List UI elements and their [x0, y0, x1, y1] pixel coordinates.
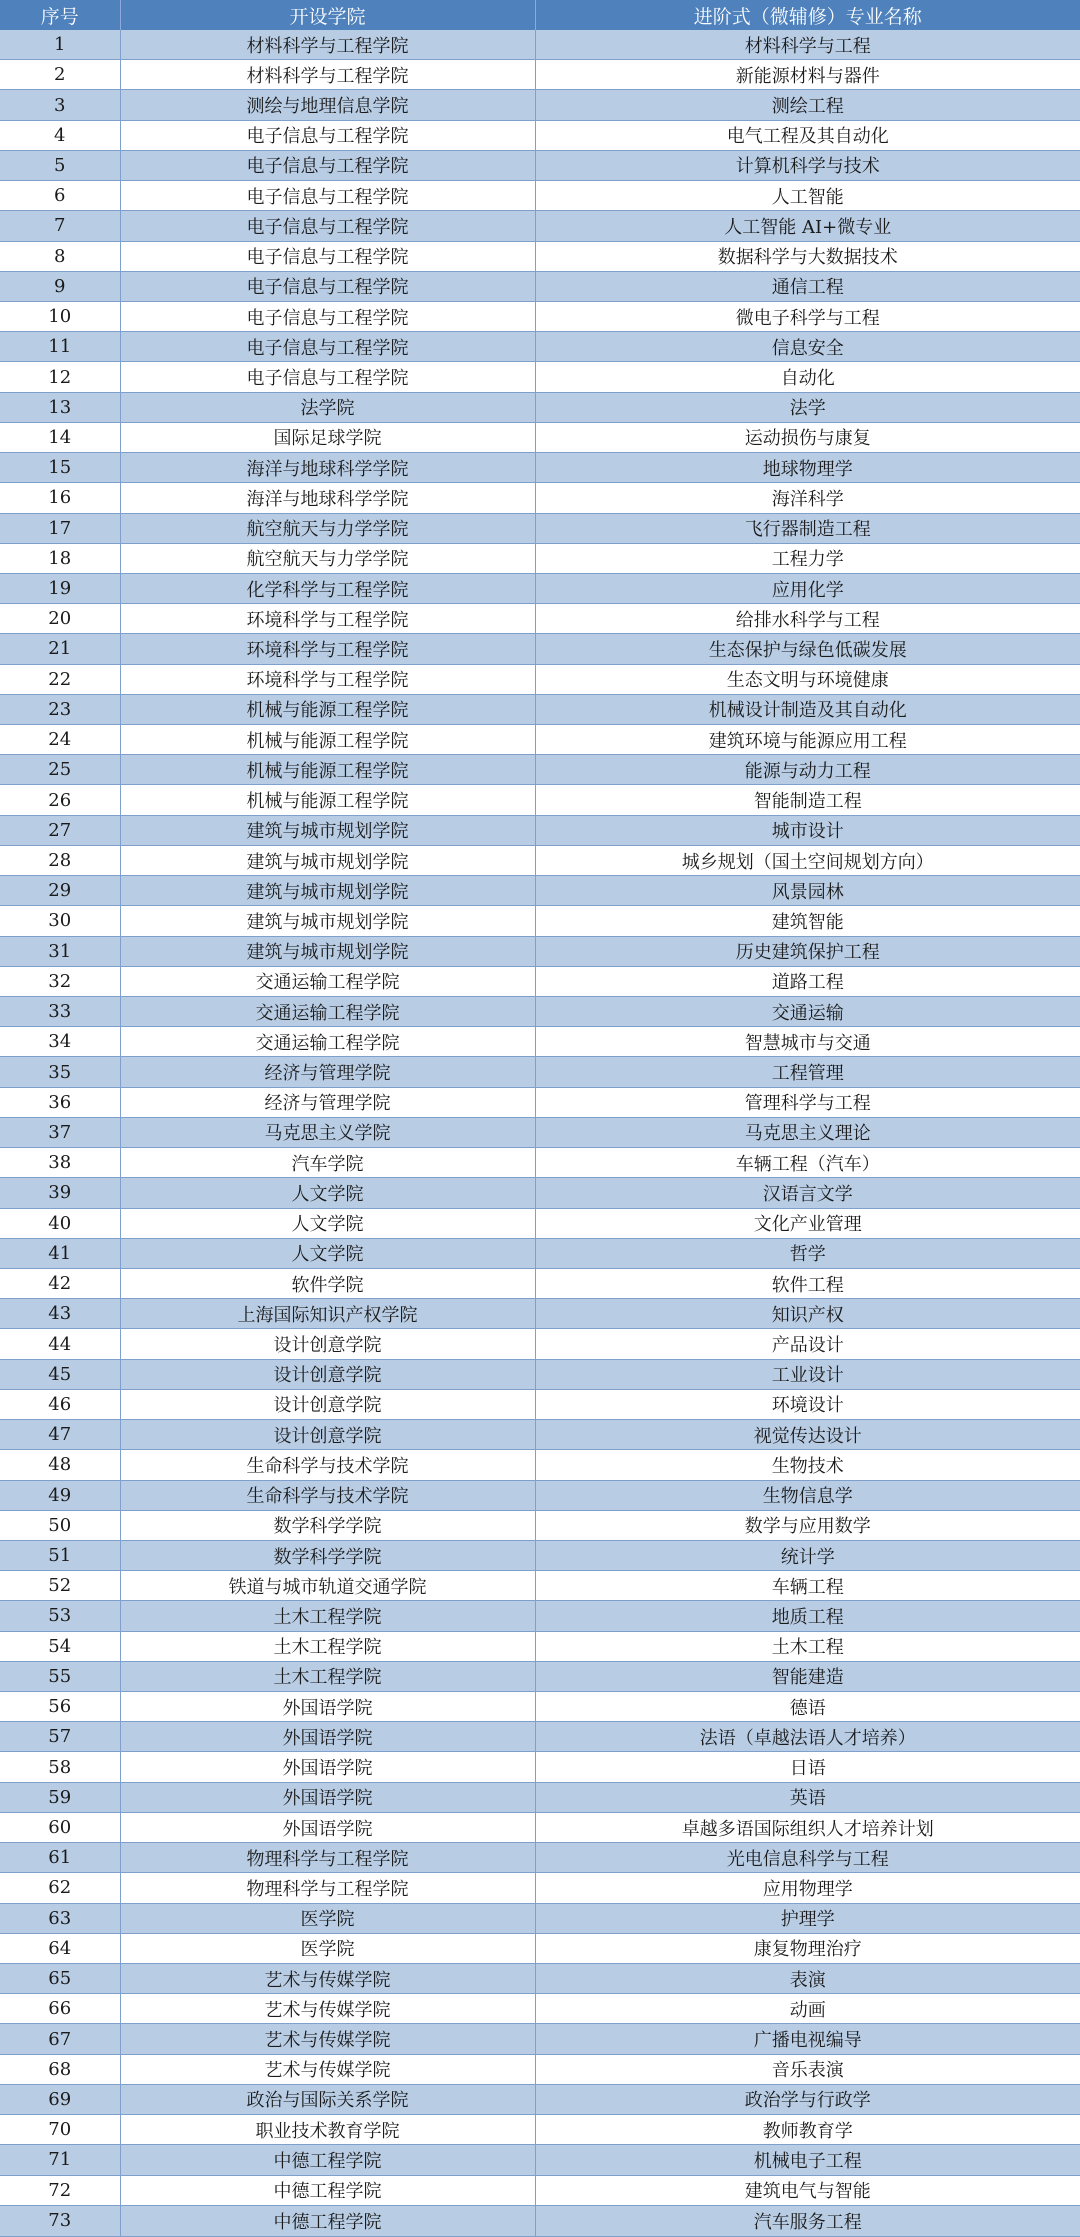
table-row: [0, 1571, 1080, 1601]
row-index-cell: 26: [0, 785, 120, 815]
row-index-cell: 46: [0, 1389, 120, 1419]
table-row: [0, 362, 1080, 392]
table-row: [0, 966, 1080, 996]
table-row: [0, 1812, 1080, 1842]
row-major-cell: 法语（卓越法语人才培养）: [535, 1722, 1080, 1752]
row-college-cell: 建筑与城市规划学院: [120, 815, 535, 845]
row-college-cell: 马克思主义学院: [120, 1117, 535, 1147]
row-index-cell: 20: [0, 604, 120, 634]
row-major-cell: 环境设计: [535, 1389, 1080, 1419]
table-row: [0, 694, 1080, 724]
row-major-cell: 信息安全: [535, 332, 1080, 362]
row-college-cell: 电子信息与工程学院: [120, 271, 535, 301]
row-college-cell: 设计创意学院: [120, 1420, 535, 1450]
row-major-cell: 生态文明与环境健康: [535, 664, 1080, 694]
row-college-cell: 人文学院: [120, 1178, 535, 1208]
row-index-cell: 17: [0, 513, 120, 543]
table-row: [0, 1420, 1080, 1450]
row-college-cell: 医学院: [120, 1903, 535, 1933]
row-index-cell: 16: [0, 483, 120, 513]
row-index-cell: 5: [0, 150, 120, 180]
row-index-cell: 59: [0, 1782, 120, 1812]
row-index-cell: 48: [0, 1450, 120, 1480]
table-row: [0, 1450, 1080, 1480]
row-index-cell: 49: [0, 1480, 120, 1510]
row-index-cell: 56: [0, 1692, 120, 1722]
row-index-cell: 3: [0, 90, 120, 120]
row-college-cell: 电子信息与工程学院: [120, 332, 535, 362]
table-body: [0, 30, 1080, 2237]
row-college-cell: 材料科学与工程学院: [120, 30, 535, 60]
row-index-cell: 28: [0, 845, 120, 875]
row-index-cell: 44: [0, 1329, 120, 1359]
row-index-cell: 51: [0, 1540, 120, 1570]
row-index-cell: 52: [0, 1571, 120, 1601]
row-major-cell: 英语: [535, 1782, 1080, 1812]
row-college-cell: 人文学院: [120, 1238, 535, 1268]
table-row: [0, 1057, 1080, 1087]
row-index-cell: 21: [0, 634, 120, 664]
row-index-cell: 33: [0, 997, 120, 1027]
row-college-cell: 外国语学院: [120, 1812, 535, 1842]
row-college-cell: 交通运输工程学院: [120, 1027, 535, 1057]
row-major-cell: 地质工程: [535, 1601, 1080, 1631]
row-college-cell: 电子信息与工程学院: [120, 120, 535, 150]
table-row: [0, 573, 1080, 603]
row-major-cell: 运动损伤与康复: [535, 422, 1080, 452]
table-row: [0, 2205, 1080, 2236]
row-index-cell: 25: [0, 755, 120, 785]
header-college: 开设学院: [120, 0, 535, 30]
row-major-cell: 微电子科学与工程: [535, 301, 1080, 331]
table-row: [0, 422, 1080, 452]
table-row: [0, 906, 1080, 936]
row-major-cell: 卓越多语国际组织人才培养计划: [535, 1812, 1080, 1842]
row-major-cell: 表演: [535, 1964, 1080, 1994]
row-index-cell: 8: [0, 241, 120, 271]
row-college-cell: 数学科学学院: [120, 1510, 535, 1540]
row-college-cell: 中德工程学院: [120, 2175, 535, 2205]
row-college-cell: 艺术与传媒学院: [120, 1964, 535, 1994]
row-index-cell: 12: [0, 362, 120, 392]
table-row: [0, 1178, 1080, 1208]
row-college-cell: 机械与能源工程学院: [120, 785, 535, 815]
row-index-cell: 9: [0, 271, 120, 301]
row-index-cell: 41: [0, 1238, 120, 1268]
table-row: [0, 1359, 1080, 1389]
row-college-cell: 土木工程学院: [120, 1601, 535, 1631]
table-row: [0, 755, 1080, 785]
table-header: [0, 0, 1080, 30]
row-index-cell: 42: [0, 1268, 120, 1298]
row-index-cell: 68: [0, 2054, 120, 2084]
row-index-cell: 62: [0, 1873, 120, 1903]
table-row: [0, 1299, 1080, 1329]
row-college-cell: 电子信息与工程学院: [120, 362, 535, 392]
row-college-cell: 物理科学与工程学院: [120, 1873, 535, 1903]
row-college-cell: 中德工程学院: [120, 2205, 535, 2236]
row-college-cell: 人文学院: [120, 1208, 535, 1238]
row-index-cell: 70: [0, 2115, 120, 2145]
row-major-cell: 知识产权: [535, 1299, 1080, 1329]
row-index-cell: 71: [0, 2145, 120, 2175]
row-college-cell: 电子信息与工程学院: [120, 301, 535, 331]
row-index-cell: 67: [0, 2024, 120, 2054]
row-major-cell: 地球物理学: [535, 453, 1080, 483]
row-index-cell: 1: [0, 30, 120, 60]
row-college-cell: 职业技术教育学院: [120, 2115, 535, 2145]
row-college-cell: 艺术与传媒学院: [120, 2024, 535, 2054]
row-major-cell: 教师教育学: [535, 2115, 1080, 2145]
row-major-cell: 人工智能 AI+微专业: [535, 211, 1080, 241]
row-college-cell: 航空航天与力学学院: [120, 543, 535, 573]
row-major-cell: 康复物理治疗: [535, 1933, 1080, 1963]
row-index-cell: 27: [0, 815, 120, 845]
row-index-cell: 34: [0, 1027, 120, 1057]
row-index-cell: 23: [0, 694, 120, 724]
row-major-cell: 智能制造工程: [535, 785, 1080, 815]
table-row: [0, 1661, 1080, 1691]
row-index-cell: 61: [0, 1843, 120, 1873]
row-college-cell: 法学院: [120, 392, 535, 422]
table-row: [0, 1027, 1080, 1057]
row-index-cell: 35: [0, 1057, 120, 1087]
row-major-cell: 道路工程: [535, 966, 1080, 996]
table-row: [0, 241, 1080, 271]
row-college-cell: 软件学院: [120, 1268, 535, 1298]
table-row: [0, 785, 1080, 815]
row-index-cell: 65: [0, 1964, 120, 1994]
table-row: [0, 2024, 1080, 2054]
row-major-cell: 数学与应用数学: [535, 1510, 1080, 1540]
table-row: [0, 513, 1080, 543]
row-major-cell: 统计学: [535, 1540, 1080, 1570]
row-college-cell: 艺术与传媒学院: [120, 1994, 535, 2024]
row-major-cell: 生物技术: [535, 1450, 1080, 1480]
row-index-cell: 11: [0, 332, 120, 362]
row-major-cell: 计算机科学与技术: [535, 150, 1080, 180]
row-index-cell: 43: [0, 1299, 120, 1329]
table-row: [0, 1329, 1080, 1359]
row-college-cell: 铁道与城市轨道交通学院: [120, 1571, 535, 1601]
table-row: [0, 453, 1080, 483]
row-college-cell: 电子信息与工程学院: [120, 241, 535, 271]
header-index: 序号: [0, 0, 120, 30]
table-row: [0, 90, 1080, 120]
row-index-cell: 66: [0, 1994, 120, 2024]
row-major-cell: 应用物理学: [535, 1873, 1080, 1903]
row-major-cell: 土木工程: [535, 1631, 1080, 1661]
row-college-cell: 机械与能源工程学院: [120, 694, 535, 724]
row-index-cell: 30: [0, 906, 120, 936]
row-index-cell: 40: [0, 1208, 120, 1238]
row-major-cell: 产品设计: [535, 1329, 1080, 1359]
row-index-cell: 10: [0, 301, 120, 331]
table-row: [0, 1933, 1080, 1963]
row-index-cell: 54: [0, 1631, 120, 1661]
row-major-cell: 历史建筑保护工程: [535, 936, 1080, 966]
row-college-cell: 国际足球学院: [120, 422, 535, 452]
row-college-cell: 建筑与城市规划学院: [120, 936, 535, 966]
row-college-cell: 海洋与地球科学学院: [120, 483, 535, 513]
table-row: [0, 1268, 1080, 1298]
row-index-cell: 37: [0, 1117, 120, 1147]
row-index-cell: 72: [0, 2175, 120, 2205]
table-row: [0, 1843, 1080, 1873]
row-major-cell: 视觉传达设计: [535, 1420, 1080, 1450]
table-row: [0, 120, 1080, 150]
table-row: [0, 1540, 1080, 1570]
row-major-cell: 车辆工程（汽车）: [535, 1148, 1080, 1178]
row-major-cell: 管理科学与工程: [535, 1087, 1080, 1117]
table-row: [0, 150, 1080, 180]
table-row: [0, 664, 1080, 694]
row-index-cell: 32: [0, 966, 120, 996]
row-major-cell: 智慧城市与交通: [535, 1027, 1080, 1057]
row-college-cell: 环境科学与工程学院: [120, 664, 535, 694]
row-index-cell: 22: [0, 664, 120, 694]
table-row: [0, 1601, 1080, 1631]
header-row: [0, 0, 1080, 30]
table-row: [0, 2054, 1080, 2084]
row-major-cell: 生物信息学: [535, 1480, 1080, 1510]
row-college-cell: 经济与管理学院: [120, 1057, 535, 1087]
table-row: [0, 60, 1080, 90]
table-row: [0, 634, 1080, 664]
row-college-cell: 交通运输工程学院: [120, 966, 535, 996]
row-college-cell: 外国语学院: [120, 1782, 535, 1812]
row-index-cell: 18: [0, 543, 120, 573]
row-college-cell: 环境科学与工程学院: [120, 634, 535, 664]
row-college-cell: 机械与能源工程学院: [120, 725, 535, 755]
row-college-cell: 航空航天与力学学院: [120, 513, 535, 543]
row-major-cell: 音乐表演: [535, 2054, 1080, 2084]
row-major-cell: 广播电视编导: [535, 2024, 1080, 2054]
row-college-cell: 物理科学与工程学院: [120, 1843, 535, 1873]
row-major-cell: 新能源材料与器件: [535, 60, 1080, 90]
table-row: [0, 876, 1080, 906]
row-major-cell: 建筑智能: [535, 906, 1080, 936]
row-major-cell: 法学: [535, 392, 1080, 422]
table-row: [0, 271, 1080, 301]
table-row: [0, 2145, 1080, 2175]
row-index-cell: 4: [0, 120, 120, 150]
row-college-cell: 电子信息与工程学院: [120, 181, 535, 211]
row-college-cell: 电子信息与工程学院: [120, 211, 535, 241]
table-row: [0, 1964, 1080, 1994]
row-index-cell: 15: [0, 453, 120, 483]
row-major-cell: 飞行器制造工程: [535, 513, 1080, 543]
row-college-cell: 设计创意学院: [120, 1359, 535, 1389]
table-row: [0, 1994, 1080, 2024]
row-major-cell: 城乡规划（国土空间规划方向）: [535, 845, 1080, 875]
row-major-cell: 海洋科学: [535, 483, 1080, 513]
table-row: [0, 1722, 1080, 1752]
header-major: 进阶式（微辅修）专业名称: [535, 0, 1080, 30]
row-college-cell: 生命科学与技术学院: [120, 1450, 535, 1480]
row-index-cell: 14: [0, 422, 120, 452]
table-row: [0, 1510, 1080, 1540]
table-row: [0, 815, 1080, 845]
row-college-cell: 材料科学与工程学院: [120, 60, 535, 90]
table-row: [0, 1631, 1080, 1661]
table-row: [0, 181, 1080, 211]
row-major-cell: 城市设计: [535, 815, 1080, 845]
row-index-cell: 58: [0, 1752, 120, 1782]
row-index-cell: 31: [0, 936, 120, 966]
row-college-cell: 外国语学院: [120, 1752, 535, 1782]
row-college-cell: 医学院: [120, 1933, 535, 1963]
row-major-cell: 哲学: [535, 1238, 1080, 1268]
row-major-cell: 给排水科学与工程: [535, 604, 1080, 634]
row-college-cell: 化学科学与工程学院: [120, 573, 535, 603]
table-row: [0, 392, 1080, 422]
row-index-cell: 45: [0, 1359, 120, 1389]
table-row: [0, 604, 1080, 634]
table-row: [0, 30, 1080, 60]
table-row: [0, 1208, 1080, 1238]
table-row: [0, 1782, 1080, 1812]
table-row: [0, 1692, 1080, 1722]
table-row: [0, 1117, 1080, 1147]
table-row: [0, 2115, 1080, 2145]
row-college-cell: 交通运输工程学院: [120, 997, 535, 1027]
row-college-cell: 土木工程学院: [120, 1661, 535, 1691]
row-major-cell: 政治学与行政学: [535, 2084, 1080, 2114]
row-college-cell: 环境科学与工程学院: [120, 604, 535, 634]
table-row: [0, 936, 1080, 966]
row-major-cell: 汉语言文学: [535, 1178, 1080, 1208]
table-row: [0, 1389, 1080, 1419]
row-major-cell: 建筑环境与能源应用工程: [535, 725, 1080, 755]
row-major-cell: 工程力学: [535, 543, 1080, 573]
table-row: [0, 1873, 1080, 1903]
row-index-cell: 60: [0, 1812, 120, 1842]
row-college-cell: 外国语学院: [120, 1722, 535, 1752]
row-major-cell: 电气工程及其自动化: [535, 120, 1080, 150]
table-row: [0, 845, 1080, 875]
table-row: [0, 2175, 1080, 2205]
row-major-cell: 工程管理: [535, 1057, 1080, 1087]
row-major-cell: 交通运输: [535, 997, 1080, 1027]
row-college-cell: 中德工程学院: [120, 2145, 535, 2175]
row-major-cell: 动画: [535, 1994, 1080, 2024]
row-index-cell: 39: [0, 1178, 120, 1208]
row-index-cell: 19: [0, 573, 120, 603]
table-row: [0, 211, 1080, 241]
row-college-cell: 土木工程学院: [120, 1631, 535, 1661]
row-index-cell: 57: [0, 1722, 120, 1752]
row-college-cell: 建筑与城市规划学院: [120, 876, 535, 906]
table-row: [0, 483, 1080, 513]
row-index-cell: 55: [0, 1661, 120, 1691]
table-row: [0, 301, 1080, 331]
row-index-cell: 29: [0, 876, 120, 906]
row-index-cell: 47: [0, 1420, 120, 1450]
row-college-cell: 艺术与传媒学院: [120, 2054, 535, 2084]
row-index-cell: 2: [0, 60, 120, 90]
row-major-cell: 智能建造: [535, 1661, 1080, 1691]
row-college-cell: 汽车学院: [120, 1148, 535, 1178]
table-row: [0, 2084, 1080, 2114]
row-college-cell: 测绘与地理信息学院: [120, 90, 535, 120]
table-row: [0, 997, 1080, 1027]
table-row: [0, 1148, 1080, 1178]
row-college-cell: 政治与国际关系学院: [120, 2084, 535, 2114]
row-major-cell: 护理学: [535, 1903, 1080, 1933]
row-college-cell: 设计创意学院: [120, 1329, 535, 1359]
row-major-cell: 风景园林: [535, 876, 1080, 906]
row-major-cell: 生态保护与绿色低碳发展: [535, 634, 1080, 664]
row-index-cell: 69: [0, 2084, 120, 2114]
row-index-cell: 50: [0, 1510, 120, 1540]
row-index-cell: 36: [0, 1087, 120, 1117]
row-college-cell: 电子信息与工程学院: [120, 150, 535, 180]
row-college-cell: 外国语学院: [120, 1692, 535, 1722]
row-index-cell: 7: [0, 211, 120, 241]
row-college-cell: 生命科学与技术学院: [120, 1480, 535, 1510]
row-major-cell: 马克思主义理论: [535, 1117, 1080, 1147]
row-index-cell: 73: [0, 2205, 120, 2236]
row-index-cell: 64: [0, 1933, 120, 1963]
row-college-cell: 经济与管理学院: [120, 1087, 535, 1117]
row-index-cell: 38: [0, 1148, 120, 1178]
row-major-cell: 自动化: [535, 362, 1080, 392]
row-college-cell: 建筑与城市规划学院: [120, 845, 535, 875]
table-row: [0, 332, 1080, 362]
row-college-cell: 海洋与地球科学学院: [120, 453, 535, 483]
row-major-cell: 材料科学与工程: [535, 30, 1080, 60]
row-major-cell: 人工智能: [535, 181, 1080, 211]
table-row: [0, 1087, 1080, 1117]
row-major-cell: 能源与动力工程: [535, 755, 1080, 785]
row-major-cell: 应用化学: [535, 573, 1080, 603]
row-major-cell: 德语: [535, 1692, 1080, 1722]
table-row: [0, 543, 1080, 573]
row-index-cell: 53: [0, 1601, 120, 1631]
row-college-cell: 设计创意学院: [120, 1389, 535, 1419]
row-major-cell: 机械电子工程: [535, 2145, 1080, 2175]
row-major-cell: 文化产业管理: [535, 1208, 1080, 1238]
table-row: [0, 1480, 1080, 1510]
row-major-cell: 日语: [535, 1752, 1080, 1782]
row-major-cell: 软件工程: [535, 1268, 1080, 1298]
row-major-cell: 建筑电气与智能: [535, 2175, 1080, 2205]
row-index-cell: 63: [0, 1903, 120, 1933]
row-college-cell: 机械与能源工程学院: [120, 755, 535, 785]
row-major-cell: 机械设计制造及其自动化: [535, 694, 1080, 724]
row-college-cell: 数学科学学院: [120, 1540, 535, 1570]
row-major-cell: 车辆工程: [535, 1571, 1080, 1601]
row-major-cell: 光电信息科学与工程: [535, 1843, 1080, 1873]
row-index-cell: 6: [0, 181, 120, 211]
table-row: [0, 1238, 1080, 1268]
table-row: [0, 1752, 1080, 1782]
table-row: [0, 1903, 1080, 1933]
row-major-cell: 工业设计: [535, 1359, 1080, 1389]
table-row: [0, 725, 1080, 755]
row-college-cell: 上海国际知识产权学院: [120, 1299, 535, 1329]
row-major-cell: 数据科学与大数据技术: [535, 241, 1080, 271]
row-major-cell: 测绘工程: [535, 90, 1080, 120]
row-college-cell: 建筑与城市规划学院: [120, 906, 535, 936]
row-index-cell: 24: [0, 725, 120, 755]
row-major-cell: 汽车服务工程: [535, 2205, 1080, 2236]
row-major-cell: 通信工程: [535, 271, 1080, 301]
row-index-cell: 13: [0, 392, 120, 422]
